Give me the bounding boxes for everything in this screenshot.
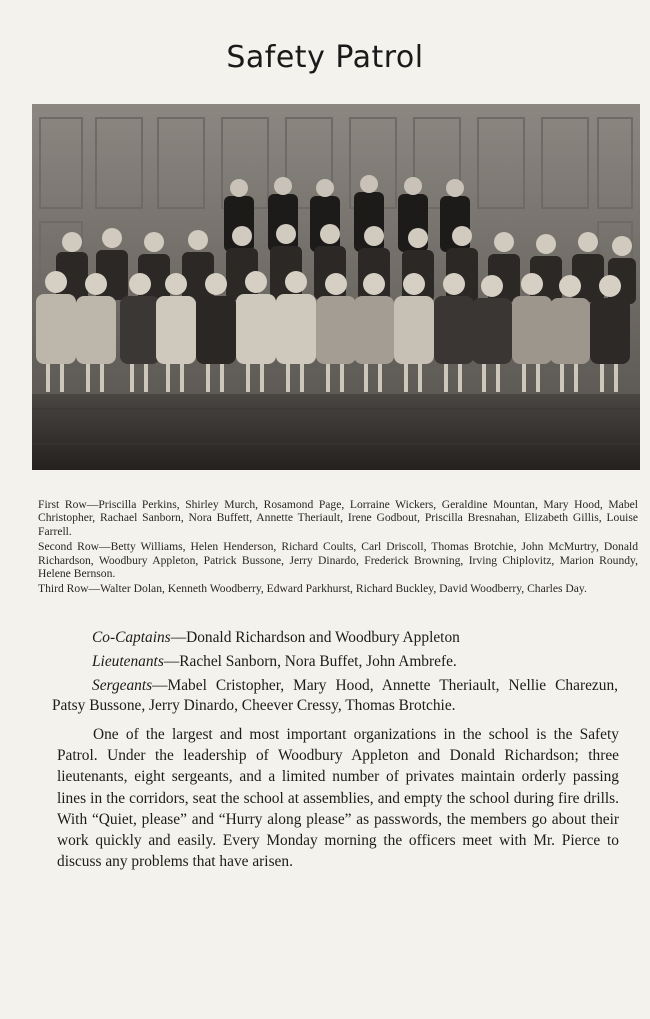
lieutenants-label: Lieutenants [92,653,164,670]
caption-second-row: Second Row—Betty Williams, Helen Henderson, Richard Coults, Carl Driscoll, Thomas Brotchie, John McMurtry, Donald Richardson, Woodbury Appleton, Patrick Bussone, Jerry Dinardo, Frederick Browning, Irving Chiplovitz, Marion Roundy, Helene Bernson. [38,540,638,581]
co-captains-line [52,628,618,648]
caption-third-row: Third Row—Walter Dolan, Kenneth Woodberry, Edward Parkhurst, Richard Buckley, David Woodberry, Charles Day. [38,582,587,596]
caption-first-row: First Row—Priscilla Perkins, Shirley Murch, Rosamond Page, Lorraine Wickers, Geraldine Mountan, Mary Hood, Mabel Christopher, Rachael Sanborn, Nora Buffett, Annette Theriault, Irene Godbout, Priscilla Bresnahan, Elizabeth Gillis, Louise Farrell. [38,498,638,538]
group-photo [32,104,640,470]
co-captains-names: —Donald Richardson and Woodbury Appleton [170,629,460,646]
officers-list [52,628,618,720]
body-paragraph: One of the largest and most important organizations in the school is the Safety Patrol. Under the leadership of Woodbury Appleton and Donald Richardson; three lieutenants, eight sergeants, and a limited number of privates maintain orderly passing lines in the corridors, seat the school at assemblies, and empty the school during fire drills. With “Quiet, please” and “Hurry along please” as passwords, the members go about their work quickly and easily. Every Monday morning the officers meet with Mr. Pierce to discuss any problems that have arisen. [57,726,619,871]
lieutenants-line [52,652,618,672]
co-captains-label: Co-Captains [92,629,171,646]
sergeants-line [52,676,618,716]
photo-caption [38,498,638,598]
sergeants-names: —Mabel Cristopher, Mary Hood, Annette Theriault, Nellie Charezun, Patsy Bussone, Jerry Dinardo, Cheever Cressy, Thomas Brotchie. [52,677,618,714]
group-photo-illustration [32,104,640,470]
page-title: Safety Patrol [226,40,424,75]
sergeants-label: Sergeants [92,677,153,694]
lieutenants-names: —Rachel Sanborn, Nora Buffet, John Ambrefe. [163,653,457,670]
